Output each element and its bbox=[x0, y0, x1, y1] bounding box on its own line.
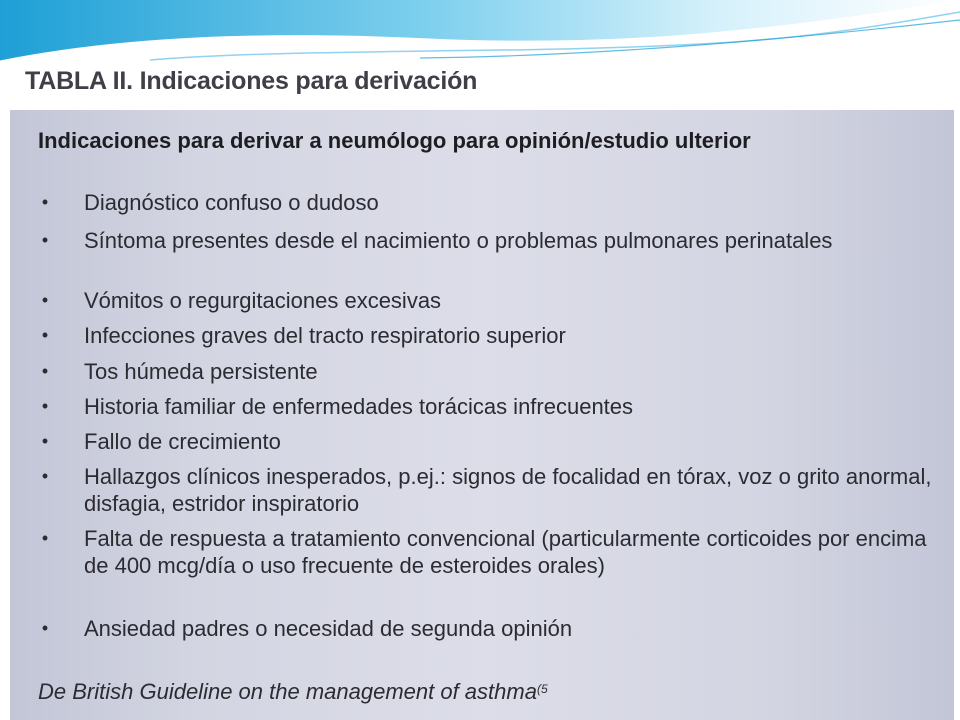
slide-title: TABLA II. Indicaciones para derivación bbox=[25, 67, 478, 95]
list-item: • Diagnóstico confuso o dudoso bbox=[38, 189, 938, 216]
bullet-icon: • bbox=[41, 466, 49, 486]
bullet-icon: • bbox=[41, 325, 49, 345]
list-item: • Tos húmeda persistente bbox=[38, 358, 938, 385]
list-item: • Vómitos o regurgitaciones excesivas bbox=[38, 287, 938, 314]
bullet-icon: • bbox=[41, 431, 49, 451]
bullet-icon: • bbox=[41, 361, 49, 381]
list-item: • Ansiedad padres o necesidad de segunda opinión bbox=[38, 615, 938, 642]
source-reference: (5 bbox=[536, 682, 548, 696]
bullet-icon: • bbox=[41, 290, 49, 310]
bullet-icon: • bbox=[41, 230, 49, 250]
list-item: • Falta de respuesta a tratamiento convencional (particularmente corticoides por encima de 400 mcg/día o uso frecuente de esteroides orales) bbox=[38, 525, 938, 579]
bullet-icon: • bbox=[41, 618, 49, 638]
bullet-icon: • bbox=[41, 528, 49, 548]
list-item: • Hallazgos clínicos inesperados, p.ej.: signos de focalidad en tórax, voz o grito anormal, disfagia, estridor inspiratorio bbox=[38, 463, 938, 517]
list-item: • Historia familiar de enfermedades torácicas infrecuentes bbox=[38, 393, 938, 420]
list-item: • Infecciones graves del tracto respiratorio superior bbox=[38, 322, 938, 349]
table-heading: Indicaciones para derivar a neumólogo para opinión/estudio ulterior bbox=[38, 128, 751, 153]
source-citation bbox=[38, 676, 548, 705]
bullet-icon: • bbox=[41, 192, 49, 212]
list-item: • Síntoma presentes desde el nacimiento o problemas pulmonares perinatales bbox=[38, 227, 938, 254]
source-text: De British Guideline on the management of asthma bbox=[38, 679, 537, 704]
bullet-icon: • bbox=[41, 396, 49, 416]
list-item: • Fallo de crecimiento bbox=[38, 428, 938, 455]
